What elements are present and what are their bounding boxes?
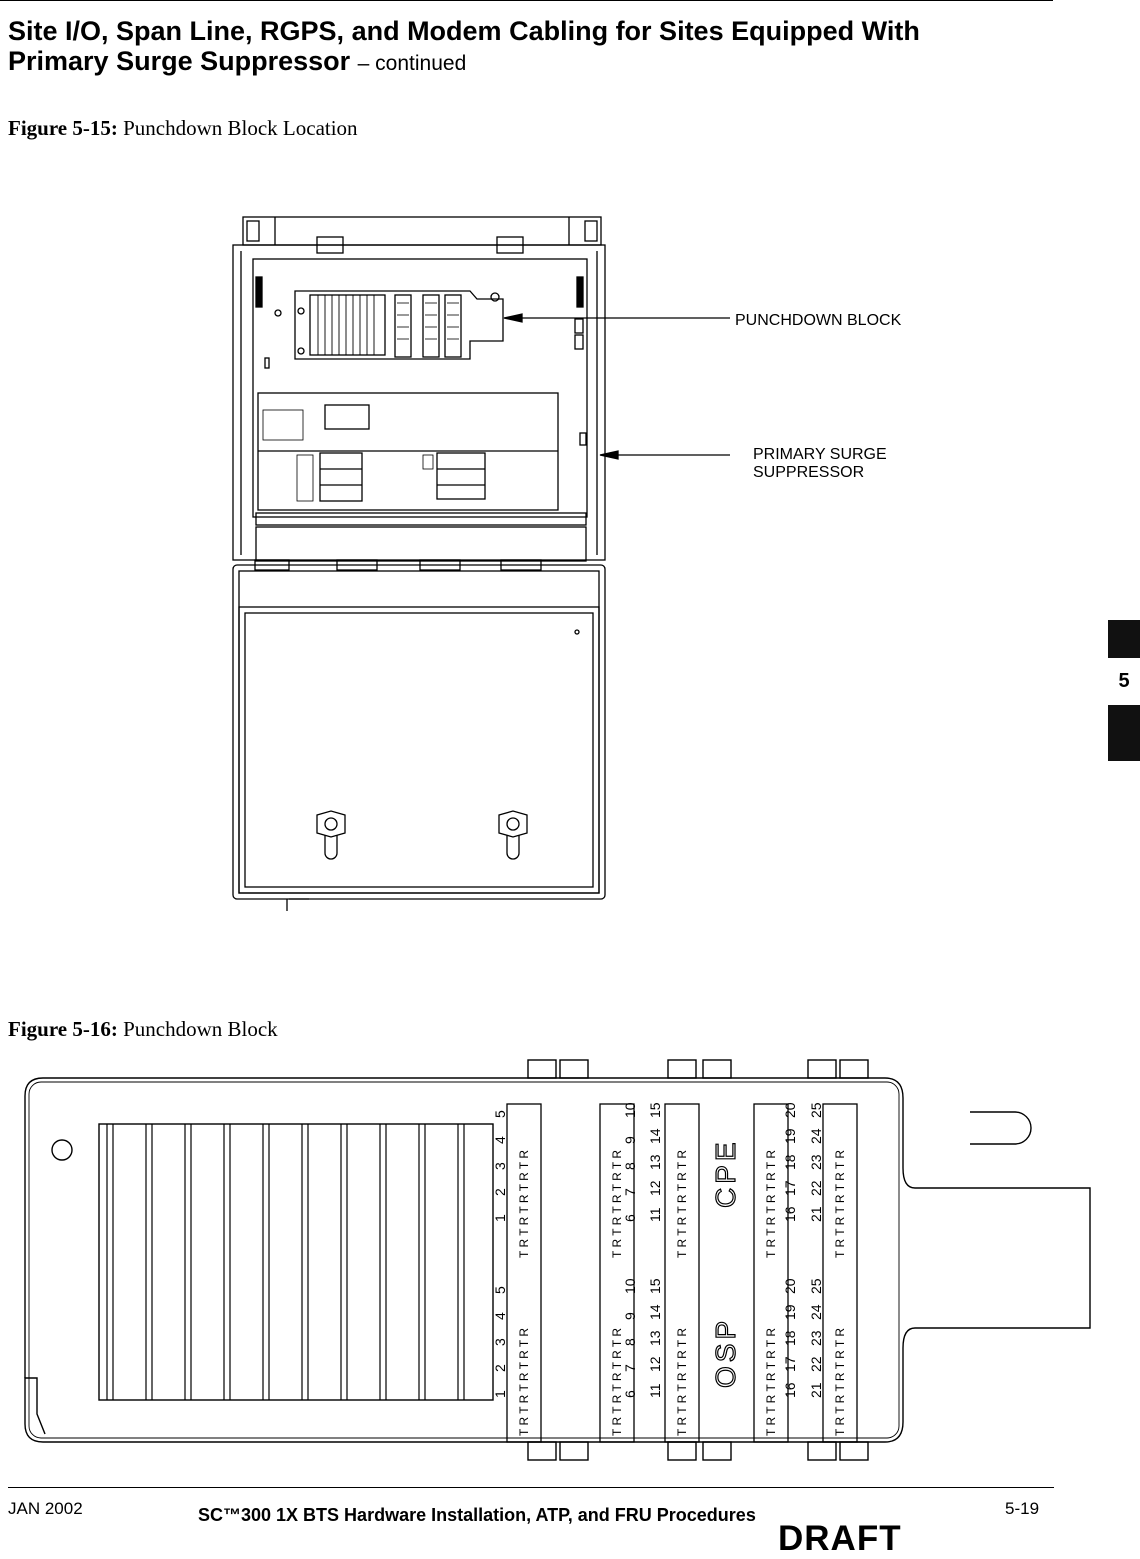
position-number: 8 <box>622 1338 638 1346</box>
position-number: 24 <box>808 1128 824 1144</box>
position-number: 23 <box>808 1154 824 1170</box>
position-number: 7 <box>622 1188 638 1196</box>
title-line-2-text: Primary Surge Suppressor <box>8 46 351 76</box>
figure-1-caption <box>8 116 358 141</box>
pair-labels-lower: T R T R T R T R T R <box>675 1327 689 1436</box>
position-number: 16 <box>782 1382 798 1398</box>
position-number: 11 <box>647 1207 663 1222</box>
position-number: 17 <box>782 1356 798 1372</box>
figure-2-number: Figure 5-16: <box>8 1017 118 1041</box>
figure-1-caption-text: Punchdown Block Location <box>123 116 358 140</box>
position-number: 11 <box>647 1383 663 1398</box>
figure-1-number: Figure 5-15: <box>8 116 118 140</box>
position-number: 20 <box>782 1278 798 1294</box>
position-number: 9 <box>622 1312 638 1320</box>
callout-surge-line-2: SUPPRESSOR <box>753 464 865 481</box>
position-number: 17 <box>782 1180 798 1196</box>
position-number: 12 <box>647 1180 663 1196</box>
position-number: 14 <box>647 1304 663 1320</box>
osp-label: OSP <box>710 1316 741 1388</box>
position-number: 21 <box>808 1206 824 1222</box>
pair-labels-lower: T R T R T R T R T R <box>764 1327 778 1436</box>
page-title <box>8 16 1048 79</box>
position-number: 18 <box>782 1330 798 1346</box>
position-number: 10 <box>622 1278 638 1294</box>
draft-watermark: DRAFT <box>778 1519 902 1558</box>
position-number: 3 <box>492 1338 508 1346</box>
title-line-2 <box>8 46 1048 79</box>
callout-punchdown-block: PUNCHDOWN BLOCK <box>735 312 902 329</box>
position-number: 2 <box>492 1188 508 1196</box>
callout-arrows <box>500 300 735 470</box>
position-number: 12 <box>647 1356 663 1372</box>
pair-labels-lower: T R T R T R T R T R <box>517 1327 531 1436</box>
title-continued: – continued <box>357 52 467 75</box>
position-number: 22 <box>808 1356 824 1372</box>
position-number: 4 <box>492 1136 508 1144</box>
position-number: 16 <box>782 1206 798 1222</box>
position-number: 21 <box>808 1382 824 1398</box>
footer-doc-title: SC™300 1X BTS Hardware Installation, ATP, and FRU Procedures <box>198 1505 756 1525</box>
position-number: 15 <box>647 1102 663 1118</box>
pair-labels-lower: T R T R T R T R T R <box>833 1327 847 1436</box>
section-tab-bottom <box>1108 705 1140 761</box>
position-number: 10 <box>622 1102 638 1118</box>
position-number: 9 <box>622 1136 638 1144</box>
figure-2-caption <box>8 1017 278 1042</box>
position-number: 5 <box>492 1110 508 1118</box>
pair-labels-upper: T R T R T R T R T R <box>833 1149 847 1258</box>
position-number: 13 <box>647 1154 663 1170</box>
punchdown-block-drawing <box>15 1058 1095 1478</box>
footer-date: JAN 2002 <box>8 1499 83 1518</box>
position-number: 4 <box>492 1312 508 1320</box>
position-number: 24 <box>808 1304 824 1320</box>
title-line-1: Site I/O, Span Line, RGPS, and Modem Cabling for Sites Equipped With <box>8 16 920 46</box>
figure-2-caption-text: Punchdown Block <box>123 1017 278 1041</box>
footer-rule <box>8 1487 1054 1488</box>
section-tab-top <box>1108 620 1140 658</box>
position-number: 23 <box>808 1330 824 1346</box>
pair-labels-upper: T R T R T R T R T R <box>675 1149 689 1258</box>
position-number: 19 <box>782 1304 798 1320</box>
footer-page-number: 5-19 <box>1005 1499 1040 1518</box>
header-rule <box>0 0 1053 1</box>
position-number: 19 <box>782 1128 798 1144</box>
position-number: 8 <box>622 1162 638 1170</box>
position-number: 5 <box>492 1286 508 1294</box>
position-number: 14 <box>647 1128 663 1144</box>
position-number: 15 <box>647 1278 663 1294</box>
position-number: 18 <box>782 1154 798 1170</box>
position-number: 1 <box>492 1214 508 1222</box>
pair-labels-upper: T R T R T R T R T R <box>517 1149 531 1258</box>
position-number: 13 <box>647 1330 663 1346</box>
position-number: 22 <box>808 1180 824 1196</box>
position-number: 20 <box>782 1102 798 1118</box>
section-tab-number: 5 <box>1118 670 1130 692</box>
position-number: 7 <box>622 1364 638 1372</box>
position-number: 25 <box>808 1278 824 1294</box>
callout-surge-line-1: PRIMARY SURGE <box>753 446 887 463</box>
position-number: 3 <box>492 1162 508 1170</box>
pair-labels-upper: T R T R T R T R T R <box>610 1149 624 1258</box>
position-number: 2 <box>492 1364 508 1372</box>
position-number: 25 <box>808 1102 824 1118</box>
cpe-label: CPE <box>710 1138 741 1208</box>
position-number: 6 <box>622 1390 638 1398</box>
position-number: 1 <box>492 1390 508 1398</box>
pair-labels-upper: T R T R T R T R T R <box>764 1149 778 1258</box>
pair-labels-lower: T R T R T R T R T R <box>610 1327 624 1436</box>
position-number: 6 <box>622 1214 638 1222</box>
